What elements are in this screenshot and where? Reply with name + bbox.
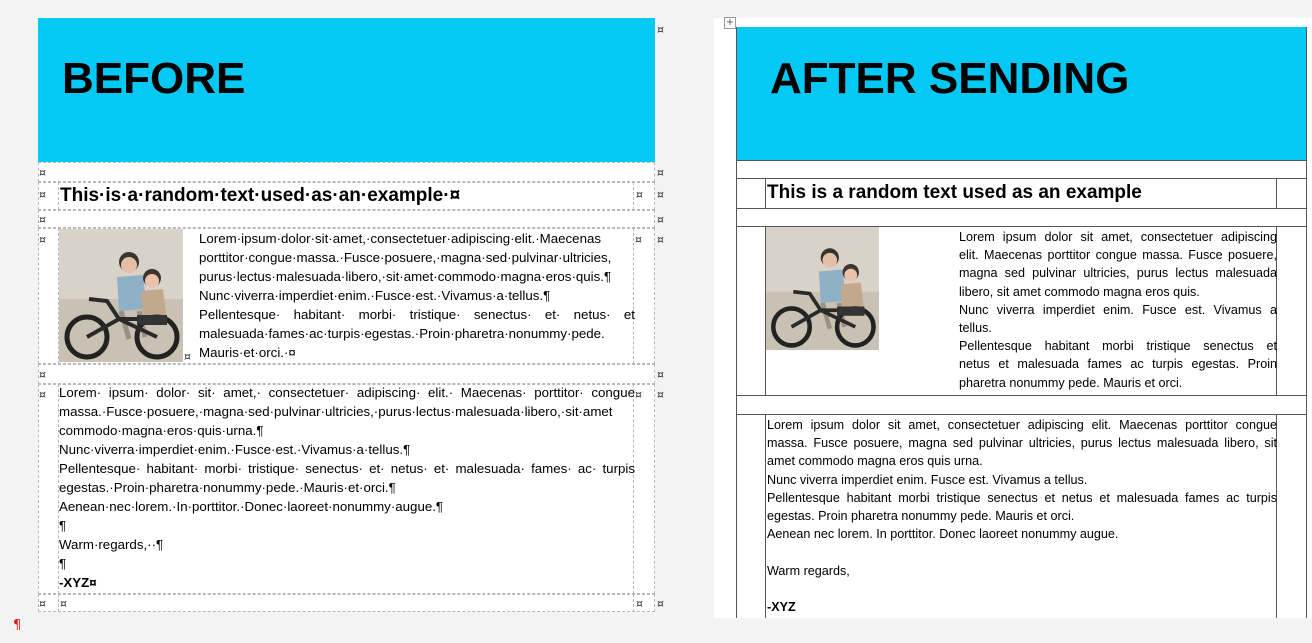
after-body-line: egestas. Proin pharetra nonummy pede. Mauris et orci. (767, 509, 1075, 524)
before-row-end-mark: ¤ (657, 213, 664, 226)
after-body-line: Warm regards, (767, 563, 850, 578)
before-body-line: ¶ (59, 518, 67, 533)
after-body-line: Lorem ipsum dolor sit amet, consectetuer adipiscing elit. Maecenas porttitor congue (767, 418, 1277, 432)
after-side-line: Pellentesque habitant morbi tristique senectus et (959, 339, 1277, 354)
before-row-end-mark: ¤ (657, 388, 664, 401)
before-body-line: Lorem· ipsum· dolor· sit· amet,· consectetuer· adipiscing· elit.· Maecenas· porttitor· congue (59, 385, 635, 400)
before-cell-mark: ¤ (39, 233, 46, 246)
after-body-line: Aenean nec lorem. In porttitor. Donec laoreet nonummy augue. (767, 527, 1119, 542)
after-body-line: Nunc viverra imperdiet enim. Fusce est. Vivamus a tellus. (767, 472, 1088, 487)
after-cell-line (765, 414, 766, 618)
before-cell-mark: ¤ (636, 188, 643, 201)
after-banner-title: AFTER SENDING (770, 54, 1130, 103)
before-cell-mark: ¤ (39, 213, 46, 226)
after-side-line: elit. Maecenas porttitor congue massa. Fusce posuere, (959, 248, 1277, 263)
after-side-line: libero, sit amet commodo magna eros quis. (959, 284, 1200, 299)
before-body-line: Nunc·viverra·imperdiet·enim.·Fusce·est.·Vivamus·a·tellus.¶ (59, 442, 411, 457)
after-photo-kids-on-bicycle (766, 227, 879, 350)
after-row-line (736, 178, 1307, 179)
after-signature: -XYZ (767, 600, 796, 614)
after-side-line: Nunc viverra imperdiet enim. Fusce est. Vivamus a (959, 302, 1277, 317)
after-side-line: pharetra nonummy pede. Mauris et orci. (959, 375, 1183, 390)
before-banner-title: BEFORE (62, 54, 246, 103)
after-row-line (736, 414, 1307, 415)
before-side-line: Nunc·viverra·imperdiet·enim.·Fusce·est.·Vivamus·a·tellus.¶ (199, 288, 551, 303)
table-move-handle[interactable]: + (725, 17, 735, 28)
before-cell-divider (633, 182, 635, 210)
before-side-line: Lorem·ipsum·dolor·sit·amet,·consectetuer·adipiscing·elit.·Maecenas (199, 231, 602, 246)
after-body-line: amet commodo magna eros quis urna. (767, 454, 983, 469)
after-side-line: tellus. (959, 321, 992, 336)
before-cell-mark: ¤ (39, 388, 46, 401)
before-cell-mark: ¤ (184, 350, 191, 363)
before-side-text (199, 229, 635, 362)
before-cell-mark: ¤ (636, 597, 643, 610)
before-side-line: malesuada·fames·ac·turpis·egestas.·Proin·pharetra·nonummy·pede. (199, 326, 605, 341)
before-body-line: commodo·magna·eros·quis·urna.¶ (59, 423, 264, 438)
before-side-line: purus·lectus·malesuada·libero,·sit·amet·commodo·magna·eros·quis.¶ (199, 269, 612, 284)
before-cell-mark: ¤ (39, 188, 46, 201)
after-cell-line (1276, 178, 1277, 208)
before-body-line: egestas.·Proin·pharetra·nonummy·pede.·Mauris·et·orci.¶ (59, 480, 396, 495)
after-body-line (767, 543, 1277, 561)
after-row-line (736, 208, 1307, 209)
before-row-end-mark: ¤ (657, 597, 664, 610)
after-body-text (767, 416, 1277, 616)
before-cell-mark: ¤ (635, 233, 642, 246)
before-spacer-row (38, 364, 655, 384)
before-row-end-mark: ¤ (657, 188, 664, 201)
before-row-end-mark: ¤ (657, 368, 664, 381)
before-photo-kids-on-bicycle (59, 229, 183, 362)
after-row-line (736, 395, 1307, 396)
after-row-line (736, 160, 1307, 161)
after-cell-line (765, 178, 766, 208)
before-body-line: ¶ (59, 556, 67, 571)
after-side-text (959, 228, 1277, 392)
before-body-line: Warm·regards,··¶ (59, 537, 164, 552)
before-heading: This·is·a·random·text·used·as·an·example·¤ (60, 185, 461, 206)
before-cell-mark: ¤ (635, 388, 642, 401)
before-cell-mark: ¤ (60, 597, 67, 610)
before-side-line: porttitor·congue·massa.·Fusce·posuere,·magna·sed·pulvinar·ultricies, (199, 250, 612, 265)
before-cell-mark: ¤ (39, 597, 46, 610)
after-body-line (767, 580, 1277, 598)
before-cell-divider (633, 594, 635, 612)
after-side-line: Lorem ipsum dolor sit amet, consectetuer adipiscing (959, 230, 1277, 244)
after-body-line: Pellentesque habitant morbi tristique senectus et netus et malesuada fames ac turpis (767, 490, 1277, 505)
before-signature: -XYZ¤ (59, 575, 97, 590)
after-heading: This is a random text used as an example (767, 182, 1142, 203)
after-body-line: massa. Fusce posuere, magna sed pulvinar ultricies, purus lectus malesuada libero, sit (767, 436, 1277, 451)
before-cell-mark: ¤ (39, 166, 46, 179)
before-last-row (38, 594, 655, 612)
before-body-text (59, 383, 635, 592)
before-body-line: massa.·Fusce·posuere,·magna·sed·pulvinar·ultricies,·purus·lectus·malesuada·libero,·sit·amet (59, 404, 613, 419)
before-spacer-row (38, 162, 655, 182)
document-end-pilcrow: ¶ (13, 618, 22, 633)
before-side-line: Mauris·et·orci.·¤ (199, 345, 296, 360)
before-spacer-row (38, 210, 655, 228)
after-side-line: magna sed pulvinar ultricies, purus lectus malesuada (959, 266, 1277, 281)
before-body-line: Aenean·nec·lorem.·In·porttitor.·Donec·laoreet·nonummy·augue.¶ (59, 499, 444, 514)
before-cell-mark: ¤ (39, 368, 46, 381)
before-side-line: Pellentesque· habitant· morbi· tristique· senectus· et· netus· et (199, 307, 635, 322)
before-row-end-mark: ¤ (657, 166, 664, 179)
after-table-border-right (1306, 27, 1307, 618)
before-row-end-mark: ¤ (657, 23, 664, 36)
before-body-line: Pellentesque· habitant· morbi· tristique· senectus· et· netus· et· malesuada· fames· ac· turpis (59, 461, 635, 476)
after-side-line: netus et malesuada fames ac turpis egestas. Proin (959, 357, 1277, 372)
before-row-end-mark: ¤ (657, 233, 664, 246)
